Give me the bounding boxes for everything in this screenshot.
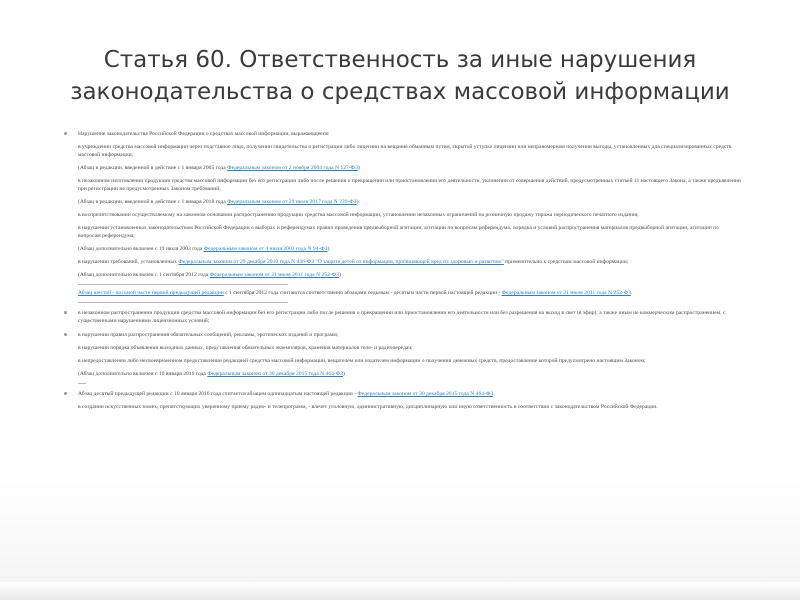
paragraph-text: (Абзац дополнительно включен с 19 июля 2003 года [78,246,204,252]
paren-close: ) [338,272,341,278]
paragraph: в нарушении установленных законодательством Российской Федерации о выборах и референдумах правил проведения предвыборной агитации, агитации по вопросам референдума, порядка и условий распространения материалов предвыборной агитации, агитации по вопросам референдума; [78,225,719,239]
article-body [62,130,742,417]
list-item [62,331,742,384]
divider [78,284,288,285]
paragraph [78,390,742,398]
paragraph [78,258,742,266]
paragraph-text: Абзац десятый предыдущей редакции с 10 января 2016 года считается абзацем одиннадцатым настоящей редакции - [78,391,358,397]
law-link[interactable]: Федеральным законом от 29 июля 2017 года N 239-ФЗ [227,199,357,205]
slide-bottom-shadow [0,582,800,600]
paragraph [78,245,742,253]
paragraph [78,289,742,297]
law-link[interactable]: Федеральным законом от 21 июля 2011 года N 252-ФЗ [209,272,339,278]
paragraph-text: (Абзац дополнительно включен с 10 января 2016 года [78,371,208,377]
list-item [62,309,742,325]
paragraph: в незаконном распространении продукции средства массовой информации без его регистрации либо после решения о прекращении или приостановлении его деятельности или без разрешения на выход в свет (в эфир), а также иным не коммерческим распространением, с существенными нарушениями лицензионных условий; [78,310,726,324]
paren-close: ) [343,371,345,377]
list-item [62,130,742,303]
paragraph: в создании искусственных помех, препятствующих уверенному приему радио- и телепрограмм, - влечет уголовную, административную, дисциплинарную или иную ответственность в соответствии с законодательством Российской Федерации. [78,404,658,410]
paragraph: Нарушение законодательства Российской Федерации о средствах массовой информации, выражающееся: [78,131,330,137]
law-link[interactable]: Федеральным законом от 2 ноября 2004 года N 127-ФЗ [227,165,358,171]
paragraph-text: (Абзац в редакции, введенной в действие с 1 января 2005 года [78,165,228,171]
paragraph-text: (Абзац дополнительно включен с 1 сентября 2012 года [78,272,210,278]
paren-close: . [493,391,495,397]
paren-close: ) [356,199,359,205]
paren-close: ) [357,165,360,171]
paragraph [78,271,742,279]
paragraph-text: в нарушении требований, установленных [78,259,179,265]
paragraph: в незаконном изготовлении продукции средства массовой информации без его регистрации либо после решения о прекращении или приостановлении его деятельности, уклонении от совершения действий, предусмотренных статьей 11 настоящего Закона, а также предъявлении при регистрации не предусмотренных Законом требований; [78,178,741,192]
list-item [62,390,742,411]
law-link[interactable]: Федеральным законом от 30 декабря 2015 года N 464-ФЗ [207,371,344,377]
law-link[interactable]: Федеральным законом от 29 декабря 2010 года N 436-ФЗ "О защите детей от информации, причиняющей вред их здоровью и развитию" [178,259,504,265]
paragraph: в воспрепятствовании осуществляемому на законном основании распространению продукции средства массовой информации, установлении незаконных ограничений на розничную продажу тиража периодического печатного издания; [78,212,639,218]
law-link[interactable]: Федеральным законом от 30 декабря 2015 года N 464-ФЗ [357,391,494,397]
law-link[interactable]: Федеральным законом от 21 июля 2011 года N 252-ФЗ [501,290,631,296]
paragraph [78,370,742,378]
law-link[interactable]: Абзац шестой - восьмой части первой предыдущей редакции [78,290,224,296]
paren-close: ) [327,246,330,252]
paragraph [78,198,742,206]
paragraph-text: применительно к средствам массовой информации; [503,259,629,265]
paren-close: . [630,290,633,296]
paragraph-text: с 1 сентября 2012 года считаются соответственно абзацами седьмым - десятым части первой настоящей редакции - [223,290,502,296]
paragraph: в нарушении порядка объявления выходных данных, представления обязательных экземпляров, хранения материалов теле- и радиопередач; [78,345,413,351]
paragraph-text: (Абзац в редакции, введенной в действие с 1 января 2018 года [78,199,228,205]
paragraph: в непредоставлении либо несвоевременном предоставлении редакцией средства массовой информации, вещателем или издателем информации о получении денежных средств, предоставление которой предусмотрено настоящим Законом; [78,358,646,364]
paragraph: в учреждении средства массовой информации через подставное лицо, получении свидетельства о регистрации либо лицензии на вещание обманным путем, скрытой уступке лицензии или неправомерном получении выгоды, установленных для специализированных средств массовой информации; [78,144,732,158]
law-link[interactable]: Федеральным законом от 4 июля 2003 года N 94-ФЗ [203,246,328,252]
paragraph [78,164,742,172]
paragraph: в нарушении правил распространения обязательных сообщений, рекламы, эротических изданий и программ; [78,332,339,338]
slide-title: Статья 60. Ответственность за иные нарушения законодательства о средствах массовой информации [70,47,730,105]
divider [78,302,288,303]
divider [78,383,86,384]
